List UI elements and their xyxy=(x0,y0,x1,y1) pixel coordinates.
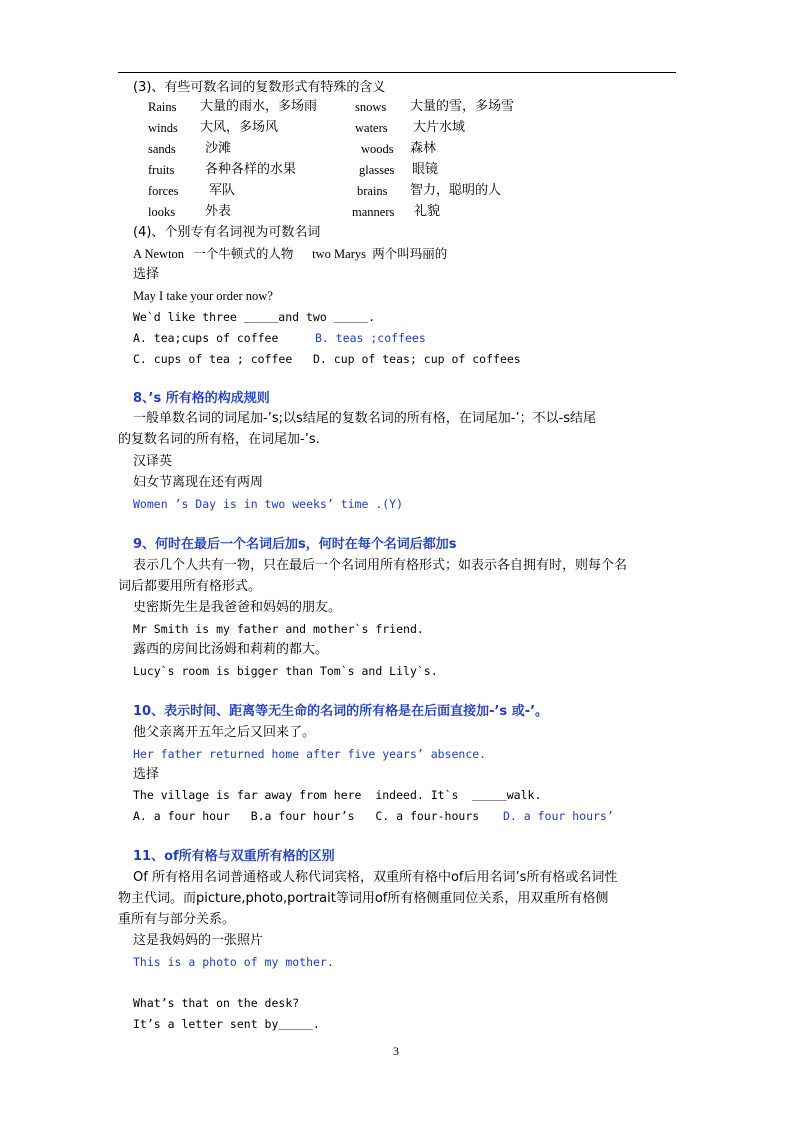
table-cell-zh2: 智力，聪明的人 xyxy=(410,183,502,198)
table-cell-zh1: 军队 xyxy=(209,183,236,198)
paragraph-line: 词后都要用所有格形式。 xyxy=(118,579,262,594)
question-line: It’s a letter sent by＿＿＿. xyxy=(133,1017,320,1031)
chinese-sentence: 妇女节离现在还有两周 xyxy=(133,475,264,490)
table-cell-zh1: 大风，多场风 xyxy=(200,120,279,135)
section10-label: 选择 xyxy=(133,767,160,782)
table-cell-en2: waters xyxy=(355,121,388,135)
question-line: May I take your order now? xyxy=(133,289,273,303)
table-cell-en2: glasses xyxy=(359,163,395,177)
table-cell-zh2: 大片水域 xyxy=(413,120,466,135)
options-abc: A. a four hour B.a four hour’s C. a four-hours xyxy=(133,809,480,823)
table-cell-zh2: 眼镜 xyxy=(412,162,439,177)
table-cell-zh2: 森林 xyxy=(410,141,437,156)
english-sentence: Mr Smith is my father and mother`s friend. xyxy=(133,622,424,636)
table-cell-zh2: 大量的雪，多场雪 xyxy=(410,99,515,114)
paragraph-line: 一般单数名词的词尾加-’s;以s结尾的复数名词的所有格，在词尾加-’；不以-s结尾 xyxy=(133,411,597,426)
table-cell-en1: sands xyxy=(148,142,176,156)
question-line: The village is far away from here indeed. It`s ＿＿＿walk. xyxy=(133,788,542,802)
table-cell-en1: forces xyxy=(148,184,179,198)
table-cell-en1: Rains xyxy=(148,100,177,114)
option-a: A. tea;cups of coffee xyxy=(133,331,279,345)
paragraph-line: 物主代词。而picture,photo,portrait等词用of所有格侧重同位关系，用双重所有格侧 xyxy=(118,891,609,906)
table-cell-zh1: 大量的雨水，多场雨 xyxy=(200,99,318,114)
section3-title: (3)、有些可数名词的复数形式有特殊的含义 xyxy=(133,80,386,95)
section4-label: 选择 xyxy=(133,267,160,282)
section4-example: A Newton 一个牛顿式的人物 two Marys 两个叫玛丽的 xyxy=(133,247,448,261)
table-cell-en1: looks xyxy=(148,205,176,219)
table-cell-en2: manners xyxy=(352,205,395,219)
page-number: 3 xyxy=(393,1044,399,1058)
answer-sentence: Her father returned home after five years’ absence. xyxy=(133,747,487,761)
table-cell-en2: snows xyxy=(355,100,387,114)
table-cell-en2: woods xyxy=(361,142,394,156)
section4-title: (4)、个别专有名词视为可数名词 xyxy=(133,225,321,240)
header-rule xyxy=(118,72,676,73)
paragraph-line: 表示几个人共有一物，只在最后一个名词用所有格形式；如表示各自拥有时，则每个名 xyxy=(133,558,628,573)
section11-heading: 11、of所有格与双重所有格的区别 xyxy=(133,849,335,864)
section9-heading: 9、何时在最后一个名词后加s，何时在每个名词后都加s xyxy=(133,537,457,552)
section8-label: 汉译英 xyxy=(133,454,173,469)
paragraph-line: 的复数名词的所有格，在词尾加-’s. xyxy=(118,432,320,447)
answer-sentence: This is a photo of my mother. xyxy=(133,955,334,969)
options-cd: C. cups of tea ; coffee D. cup of teas; cup of coffees xyxy=(133,352,521,366)
chinese-sentence: 史密斯先生是我爸爸和妈妈的朋友。 xyxy=(133,600,342,615)
section8-heading: 8、’s 所有格的构成规则 xyxy=(133,391,270,406)
table-cell-en1: fruits xyxy=(148,163,175,177)
english-sentence: Lucy`s room is bigger than Tom`s and Lily`s. xyxy=(133,664,438,678)
section10-heading: 10、表示时间、距离等无生命的名词的所有格是在后面直接加-’s 或-’。 xyxy=(133,704,549,719)
table-cell-en2: brains xyxy=(357,184,388,198)
table-cell-zh1: 外表 xyxy=(205,204,232,219)
option-d-answer: D. a four hours’ xyxy=(503,809,614,823)
question-line: What’s that on the desk? xyxy=(133,996,300,1010)
table-cell-en1: winds xyxy=(148,121,178,135)
paragraph-line: Of 所有格用名词普通格或人称代词宾格，双重所有格中of后用名词’s所有格或名词性 xyxy=(133,870,618,885)
table-cell-zh1: 沙滩 xyxy=(205,141,232,156)
answer-sentence: Women ’s Day is in two weeks’ time .(Y) xyxy=(133,497,404,511)
question-line: We`d like three ＿＿＿and two ＿＿＿. xyxy=(133,310,376,324)
table-cell-zh2: 礼貌 xyxy=(414,204,441,219)
chinese-sentence: 这是我妈妈的一张照片 xyxy=(133,933,264,948)
chinese-sentence: 他父亲离开五年之后又回来了。 xyxy=(133,725,316,740)
paragraph-line: 重所有与部分关系。 xyxy=(118,912,236,927)
chinese-sentence: 露西的房间比汤姆和莉莉的都大。 xyxy=(133,642,329,657)
option-b-answer: B. teas ;coffees xyxy=(315,331,426,345)
table-cell-zh1: 各种各样的水果 xyxy=(205,162,297,177)
